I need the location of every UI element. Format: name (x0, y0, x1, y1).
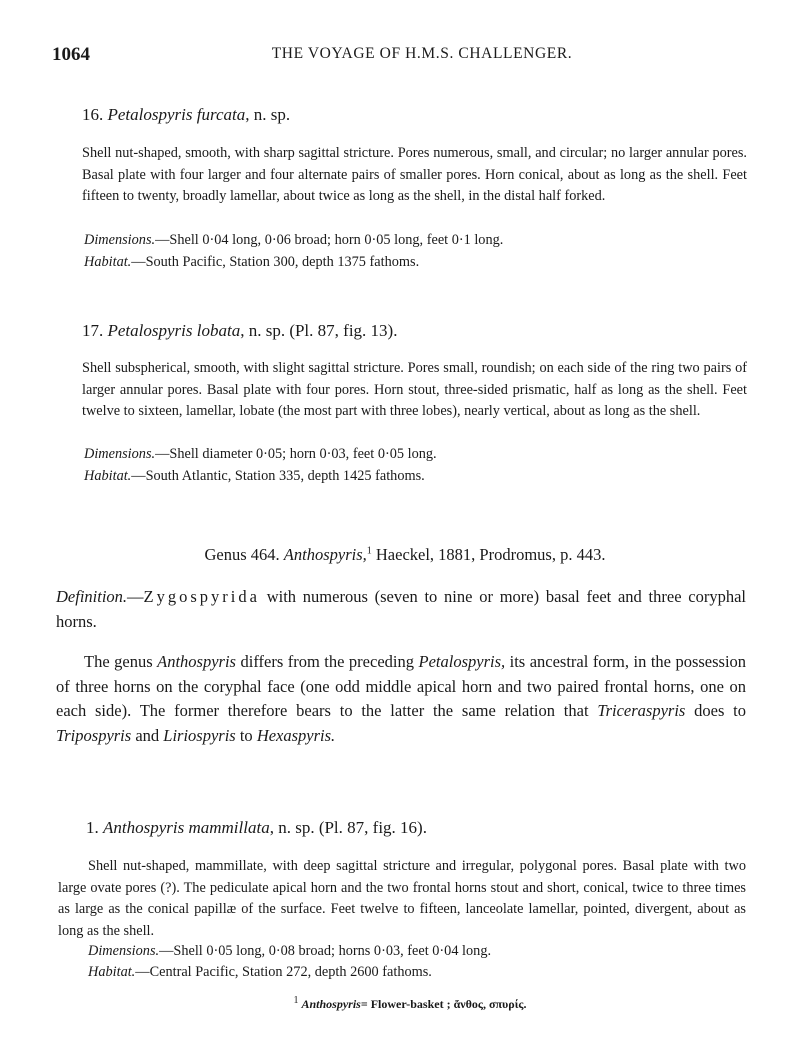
definition-text: with numerous (seven to nine or more) basal feet and three coryphal horns. (56, 587, 747, 631)
genus-name-ref: Liriospyris (163, 725, 236, 745)
species-name: Petalospyris furcata (107, 105, 246, 124)
genus-discussion (56, 650, 746, 748)
species-number: 1. (86, 818, 99, 837)
genus-prefix: Genus 464. (204, 545, 280, 564)
genus-definition (56, 585, 746, 634)
species-1-description: Shell nut-shaped, mammillate, with deep sagittal stricture and irregular, polygonal pores. Basal plate with two large ovate pores (?). The pediculate apical horn and the two frontal horns stout and short, conical, twice to three times as large as the conical papillæ of the surface. Feet twelve to fifteen, lanceolate lamellar, pointed, divergent, about as long as the shell. (58, 858, 746, 939)
genus-heading (0, 545, 800, 565)
definition-label: Definition. (56, 587, 128, 606)
dimensions-label: Dimensions. (84, 446, 156, 462)
genus-name-ref: Hexaspyris. (256, 725, 336, 745)
text-run: does to (694, 701, 747, 720)
text-run: differs from the preceding (240, 652, 414, 671)
text-run: The genus (84, 652, 153, 671)
species-suffix: , n. sp. (Pl. 87, fig. 13). (240, 321, 398, 340)
footnote-number: 1 (293, 995, 299, 1006)
species-17-description: Shell subspherical, smooth, with slight sagittal stricture. Pores small, roundish; on each side of the ring two pairs of larger annular pores. Basal plate with four pores. Horn stout, three-sided prismatic, half as long as the shell. Feet twelve to sixteen, lamellar, lobate (the most part with three lobes), nearly vertical, about as long as the shell. (82, 360, 747, 419)
footnote-term: Anthospyris (301, 997, 361, 1011)
species-suffix: , n. sp. (Pl. 87, fig. 16). (269, 818, 427, 837)
genus-citation: Haeckel, 1881, Prodromus, p. 443. (375, 545, 606, 564)
definition-taxon: Zygospyrida (143, 587, 260, 606)
running-title: THE VOYAGE OF H.M.S. CHALLENGER. (271, 45, 573, 62)
dimensions-text: —Shell 0·05 long, 0·08 broad; horns 0·03, feet 0·04 long. (159, 943, 492, 959)
footnote-text: = Flower-basket ; ἄνθος, σπυρίς. (360, 997, 527, 1011)
species-17-habitat (84, 468, 425, 485)
page-number: 1064 (52, 44, 90, 65)
habitat-text: —South Atlantic, Station 335, depth 1425 fathoms. (131, 468, 425, 484)
footnote-marker: 1 (366, 545, 372, 557)
dimensions-text: —Shell diameter 0·05; horn 0·03, feet 0·05 long. (155, 446, 437, 462)
text-run: its ancestral form, in the possession of three horns on the coryphal face (one odd middle apical horn and two paired frontal horns, one on each side). The former therefore bears to the latter the same relation that (56, 652, 747, 720)
species-17-dimensions (84, 446, 437, 463)
species-16-dimensions (84, 232, 503, 249)
genus-name-ref: Petalospyris, (418, 652, 506, 671)
habitat-text: —Central Pacific, Station 272, depth 2600 fathoms. (135, 964, 432, 980)
species-1-dimensions (88, 943, 491, 960)
habitat-label: Habitat. (84, 468, 132, 484)
dimensions-label: Dimensions. (84, 232, 156, 248)
page-header (52, 44, 752, 68)
dimensions-label: Dimensions. (88, 943, 160, 959)
genus-name-ref: Triceraspyris (597, 701, 686, 720)
species-16-description: Shell nut-shaped, smooth, with sharp sagittal stricture. Pores numerous, small, and circular; no larger annular pores. Basal plate with four larger and four alternate pairs of smaller pores. Horn conical, about as long as the shell. Feet fifteen to twenty, broadly lamellar, about twice as long as the shell, in the distal half forked. (82, 145, 747, 204)
habitat-text: —South Pacific, Station 300, depth 1375 fathoms. (131, 254, 420, 270)
genus-name-ref: Tripospyris (56, 725, 132, 745)
species-suffix: , n. sp. (245, 105, 291, 124)
species-1-heading (86, 818, 427, 838)
species-16-heading (82, 105, 290, 125)
genus-name: Anthospyris, (283, 545, 367, 564)
definition-dash: — (127, 587, 144, 606)
species-name: Petalospyris lobata (107, 321, 241, 340)
species-name: Anthospyris mammillata (103, 818, 270, 837)
habitat-label: Habitat. (88, 964, 136, 980)
species-17-heading (82, 321, 397, 341)
species-16-habitat (84, 254, 419, 271)
text-run: and (135, 725, 160, 745)
habitat-label: Habitat. (84, 254, 132, 270)
footnote (0, 995, 800, 1012)
species-number: 16. (82, 105, 104, 124)
dimensions-text: —Shell 0·04 long, 0·06 broad; horn 0·05 long, feet 0·1 long. (155, 232, 504, 248)
species-1-habitat (88, 964, 432, 981)
genus-name-ref: Anthospyris (157, 652, 236, 671)
text-run: to (239, 725, 253, 745)
species-number: 17. (82, 321, 104, 340)
